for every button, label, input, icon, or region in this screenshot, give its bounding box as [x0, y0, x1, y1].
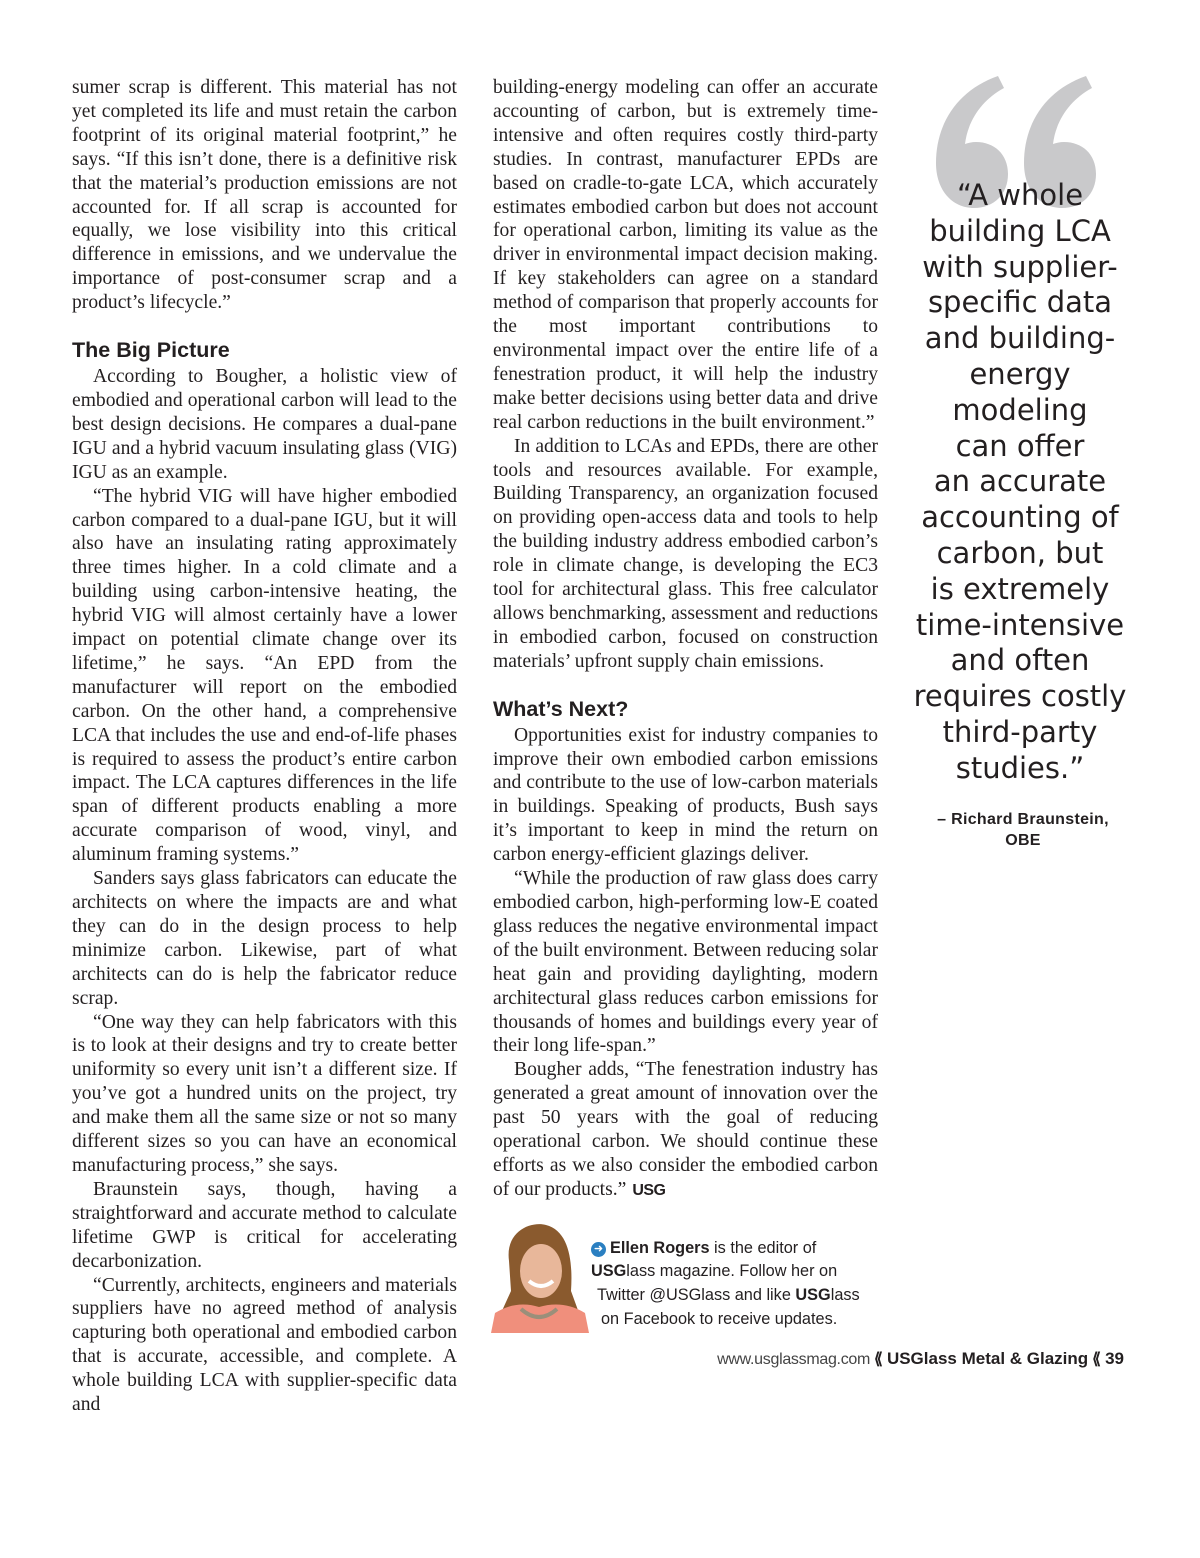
paragraph: sumer scrap is different. This material has not yet completed its life and must retain the carbon footprint of its original material footprint,” he says. “If this isn’t done, there is a definitive risk that the material’s production emissions are not accounted for. If all scrap is accounted for equally, we lose visibility into this critical difference in emissions, and we undervalue the importance of post-consumer scrap and a product’s lifecycle.” — [72, 77, 457, 314]
pull-quote-line: modeling — [952, 392, 1088, 427]
page-number: 39 — [1105, 1348, 1124, 1368]
paragraph: “While the production of raw glass does carry embodied carbon, high-performing low-E coated glass reduces the negative environmental impact of the built environment. Between reducing solar heat gain and providing daylighting, modern architectural glass reduces carbon emissions for thousands of homes and buildings every year of their long life-span.” — [493, 868, 878, 1057]
pull-quote-line: an accurate — [933, 464, 1107, 499]
author-name: Ellen Rogers — [610, 1238, 710, 1257]
attribution-name: – Richard Braunstein, — [937, 810, 1109, 828]
pull-quote-line: requires costly — [913, 679, 1127, 714]
author-photo — [491, 1221, 589, 1333]
paragraph: Sanders says glass fabricators can educate the architects on where the impacts are and what they can do in the design process to help minimize carbon. Likewise, part of what architects can do is help the fabricator reduce scrap. — [72, 868, 457, 1009]
article-column-1 — [72, 76, 457, 1417]
website-link[interactable]: www.usglassmag.com — [717, 1350, 871, 1368]
pull-quote-line: studies.” — [955, 750, 1085, 785]
pull-quote — [900, 60, 1140, 851]
paragraph — [493, 1058, 878, 1202]
pull-quote-line: and often — [950, 643, 1090, 678]
separator-icon: ⟪ — [874, 1350, 883, 1368]
pull-quote-line: and building- — [924, 321, 1116, 356]
pull-quote-line: specific data — [927, 285, 1113, 320]
arrow-right-circle-icon: ➜ — [591, 1242, 606, 1257]
pull-quote-line: carbon, but — [936, 535, 1104, 570]
pull-quote-line: “A whole — [956, 178, 1084, 212]
brand-bold: USG — [795, 1285, 831, 1304]
bio-line: Twitter @USGlass and like — [597, 1285, 796, 1304]
brand-bold: USG — [591, 1262, 627, 1281]
brand-rest: lass — [626, 1262, 656, 1281]
paragraph: building-energy modeling can offer an accurate accounting of carbon, but is extremely time-intensive and often requires costly third-party studies. In contrast, manufacturer EPDs are based on cradle-to-gate LCA, which accurately estimates embodied carbon but does not account for operational carbon, limiting its value as the driver in environmental impact decision making. If key stakeholders can agree on a standard method of comparison that properly accounts for the most important contributions to environmental impact over the entire life of a fenestration product, it will help the industry make better decisions using better data and drive real carbon reductions in the built environment.” — [493, 77, 878, 433]
pull-quote-line: accounting of — [921, 500, 1119, 535]
separator-icon: ⟪ — [1092, 1350, 1102, 1368]
bio-line: is the editor of — [709, 1238, 817, 1257]
magazine-name: USGlass Metal & Glazing — [886, 1348, 1089, 1368]
pull-quote-line: energy — [969, 356, 1071, 391]
paragraph: Opportunities exist for industry companies to improve their own embodied carbon emissions and contribute to the use of low-carbon materials in buildings. Speaking of products, Bush says it’s important to keep in mind the return on carbon energy-efficient glazings deliver. — [493, 724, 878, 866]
pull-quote-line: building LCA — [929, 213, 1111, 248]
paragraph: “The hybrid VIG will have higher embodied carbon compared to a dual-pane IGU, but it will also have an insulating rating approximately three times higher. In a cold climate and a building using carbon-intensive heating, the hybrid VIG will almost certainly have a lower impact on potential climate change over its lifetime,” he says. “An EPD from the manufacturer will report on the embodied carbon. On the other hand, a comprehensive LCA that includes the use and end-of-life phases is required to assess the product’s entire carbon impact. The LCA captures differences in the life span of different products enabling a more accurate comparison of wood, vinyl, and aluminum framing systems.” — [72, 485, 457, 866]
pull-quote-text — [900, 178, 1140, 787]
attribution-title: OBE — [1005, 831, 1041, 849]
bio-line: magazine. Follow her on — [655, 1262, 838, 1281]
section-heading: What’s Next? — [493, 696, 629, 721]
pull-quote-line: third-party — [942, 714, 1098, 749]
paragraph: In addition to LCAs and EPDs, there are other tools and resources available. For example, Building Transparency, an organization focused on providing open-access data and tools to help the building industry address embodied carbon’s role in climate change, is developing the EC3 tool for architectural glass. This free calculator allows benchmarking, assessment and reductions in embodied carbon, focused on construction materials’ upfront supply chain emissions. — [493, 435, 878, 672]
bio-text — [591, 1237, 860, 1331]
brand-rest: lass — [830, 1285, 860, 1304]
pull-quote-line: is extremely — [930, 571, 1110, 606]
paragraph: Braunstein says, though, having a straightforward and accurate method to calculate lifetime GWP is critical for accelerating decarbonization. — [72, 1178, 457, 1272]
pull-quote-line: time-intensive — [915, 607, 1125, 642]
bio-line: on Facebook to receive updates. — [601, 1309, 838, 1328]
paragraph: “One way they can help fabricators with this is to look at their designs and try to create better uniformity so every unit isn’t a different size. If you’ve got a hundred units on the project, try and make them all the same size or not so many different sizes so you can have an economical manufacturing process,” she says. — [72, 1011, 457, 1176]
pull-quote-line: with supplier- — [922, 249, 1118, 284]
author-bio — [491, 1221, 911, 1333]
section-heading: The Big Picture — [72, 338, 230, 363]
paragraph: According to Bougher, a holistic view of embodied and operational carbon will lead to the best design decisions. He compares a dual-pane IGU and a hybrid vacuum insulating glass (VIG) IGU as an example. — [72, 366, 457, 483]
pull-quote-attribution — [900, 809, 1140, 851]
pull-quote-line: can offer — [955, 428, 1085, 463]
paragraph-text: Bougher adds, “The fenestration industry has generated a great amount of innovation over the past 50 years with the goal of reducing operational carbon. We should continue these efforts as we also consider the embodied carbon of our products.” — [493, 1059, 878, 1200]
page-footer — [493, 1349, 1124, 1370]
paragraph: “Currently, architects, engineers and materials suppliers have no agreed method of analysis capturing both operational and embodied carbon that is accurate, accessible, and complete. A whole building LCA with supplier-specific data and — [72, 1274, 457, 1416]
end-mark: USG — [632, 1181, 666, 1199]
